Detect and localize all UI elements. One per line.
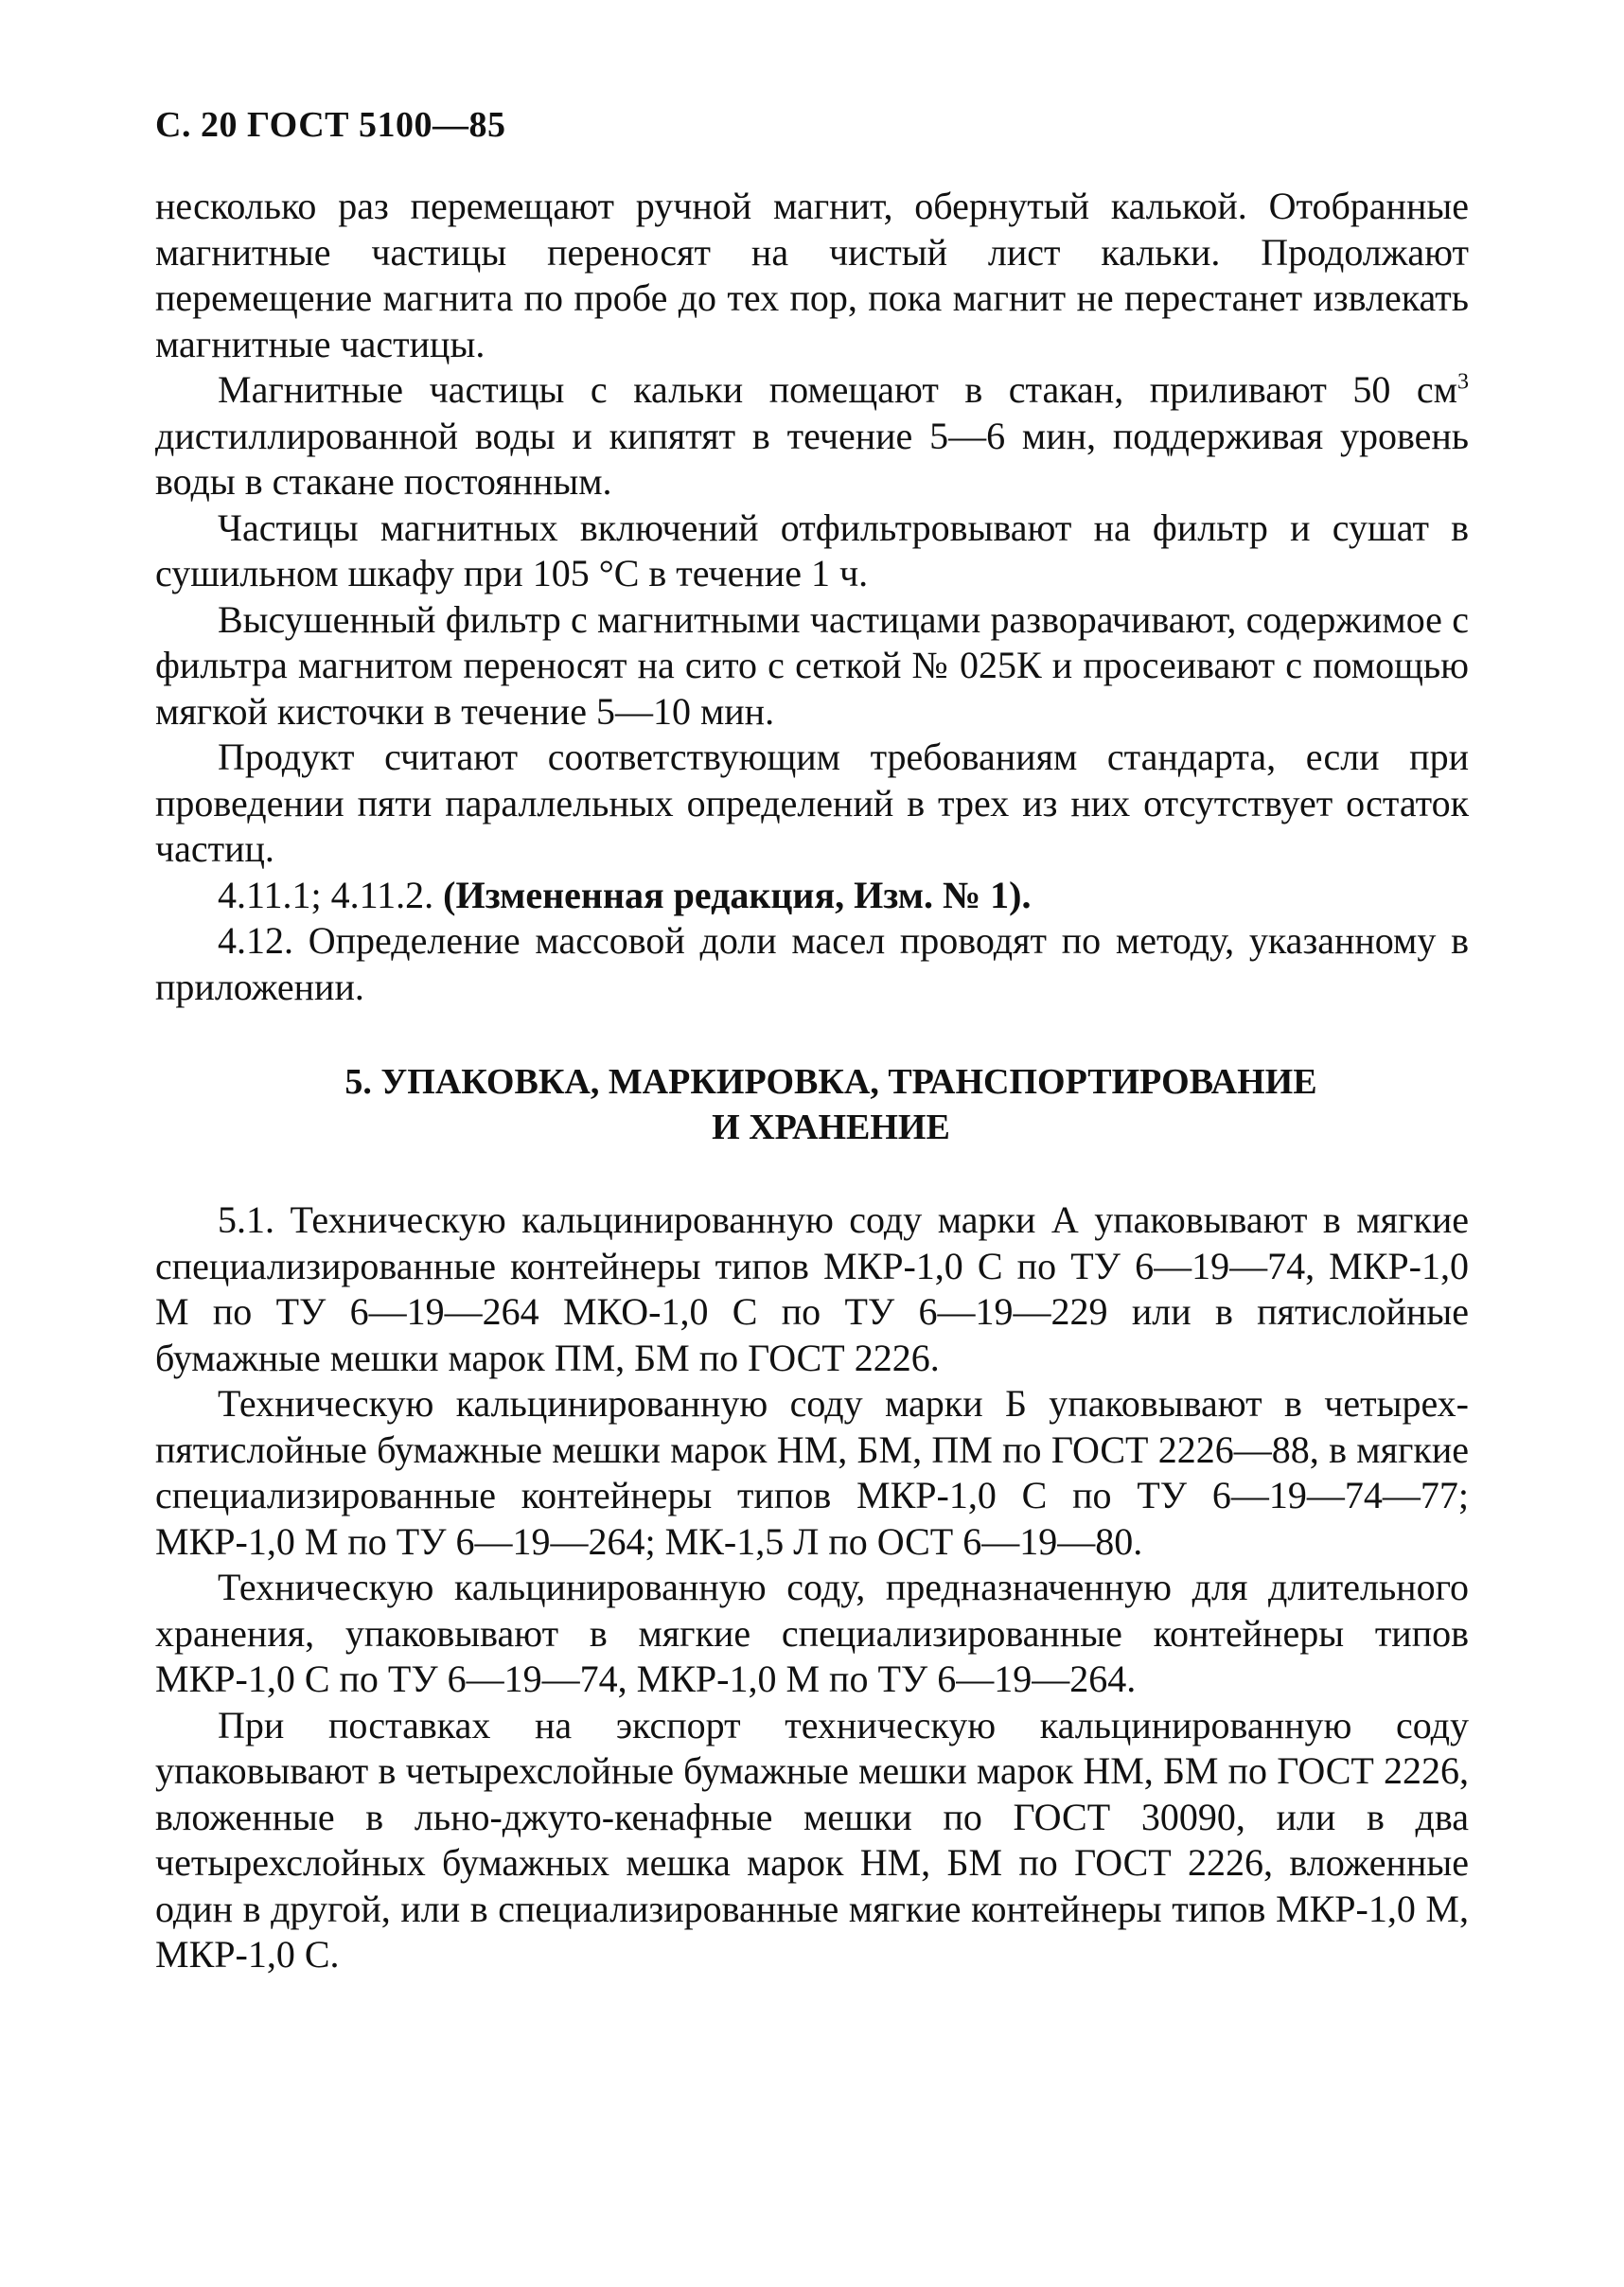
paragraph-packing-grade-a: 5.1. Техническую кальцинированную соду марки А упаковывают в мягкие специализированные контейнеры типов МКР-1,0 С по ТУ 6—19—74, МКР-1,0 М по ТУ 6—19—264 МКО-1,0 С по ТУ 6—19—229 или в пятислойные бумажные мешки марок ПМ, БМ по ГОСТ 2226. (155, 1198, 1469, 1379)
amendment-note: (Измененная редакция, Изм. № 1). (443, 873, 1032, 916)
paragraph-amendment (155, 873, 1469, 919)
paragraph-magnetic-particles (155, 367, 1469, 505)
paragraph-continuation: несколько раз перемещают ручной магнит, обернутый калькой. Отобранные магнитные частицы переносят на чистый лист кальки. Продолжают перемещение магнита по пробе до тех пор, пока магнит не перестанет извлекать магнитные частицы. (155, 185, 1469, 365)
paragraph-oil-content: 4.12. Определение массовой доли масел проводят по методу, указанному в приложении. (155, 919, 1469, 1008)
paragraph-text: дистиллированной воды и кипятят в течение 5—6 мин, поддерживая уровень воды в стакане постоянным. (155, 414, 1469, 503)
page-header: С. 20 ГОСТ 5100—85 (155, 105, 506, 145)
paragraph-export: При поставках на экспорт техническую кальцинированную соду упаковывают в четырехслойные бумажные мешки марок НМ, БМ по ГОСТ 2226, вложенные в льно-джуто-кенафные мешки по ГОСТ 30090, или в два четырехслойных бумажных мешка марок НМ, БМ по ГОСТ 2226, вложенные один в другой, или в специализированные мягкие контейнеры типов МКР-1,0 М, МКР-1,0 С. (155, 1703, 1469, 1976)
paragraph-packing-grade-b: Техническую кальцинированную соду марки Б упаковывают в четырех-пятислойные бумажные мешки марок НМ, БМ, ПМ по ГОСТ 2226—88, в мягкие специализированные контейнеры типов МКР-1,0 С по ТУ 6—19—74—77; МКР-1,0 М по ТУ 6—19—264; МК-1,5 Л по ОСТ 6—19—80. (155, 1382, 1469, 1563)
paragraph-dried-filter: Высушенный фильтр с магнитными частицами разворачивают, содержимое с фильтра магнитом переносят на сито с сеткой № 025К и просеивают с помощью мягкой кисточки в течение 5—10 мин. (155, 597, 1469, 733)
paragraph-conformity: Продукт считают соответствующим требованиям стандарта, если при проведении пяти параллельных определений в трех из них отсутствует остаток частиц. (155, 736, 1469, 870)
paragraph-text: Магнитные частицы с кальки помещают в стакан, приливают 50 см (218, 368, 1457, 411)
paragraph-filtering: Частицы магнитных включений отфильтровывают на фильтр и сушат в сушильном шкафу при 105 °С в течение 1 ч. (155, 505, 1469, 594)
document-body (155, 184, 1469, 1978)
section-heading-line-1: 5. УПАКОВКА, МАРКИРОВКА, ТРАНСПОРТИРОВАНИЕ (344, 1062, 1317, 1102)
section-heading-line-2: И ХРАНЕНИЕ (712, 1108, 950, 1147)
clause-reference: 4.11.1; 4.11.2. (218, 873, 444, 916)
section-heading (155, 1059, 1469, 1150)
superscript: 3 (1457, 369, 1469, 395)
paragraph-long-storage: Техническую кальцинированную соду, предназначенную для длительного хранения, упаковывают в мягкие специализированные контейнеры типов МКР-1,0 С по ТУ 6—19—74, МКР-1,0 М по ТУ 6—19—264. (155, 1566, 1469, 1700)
